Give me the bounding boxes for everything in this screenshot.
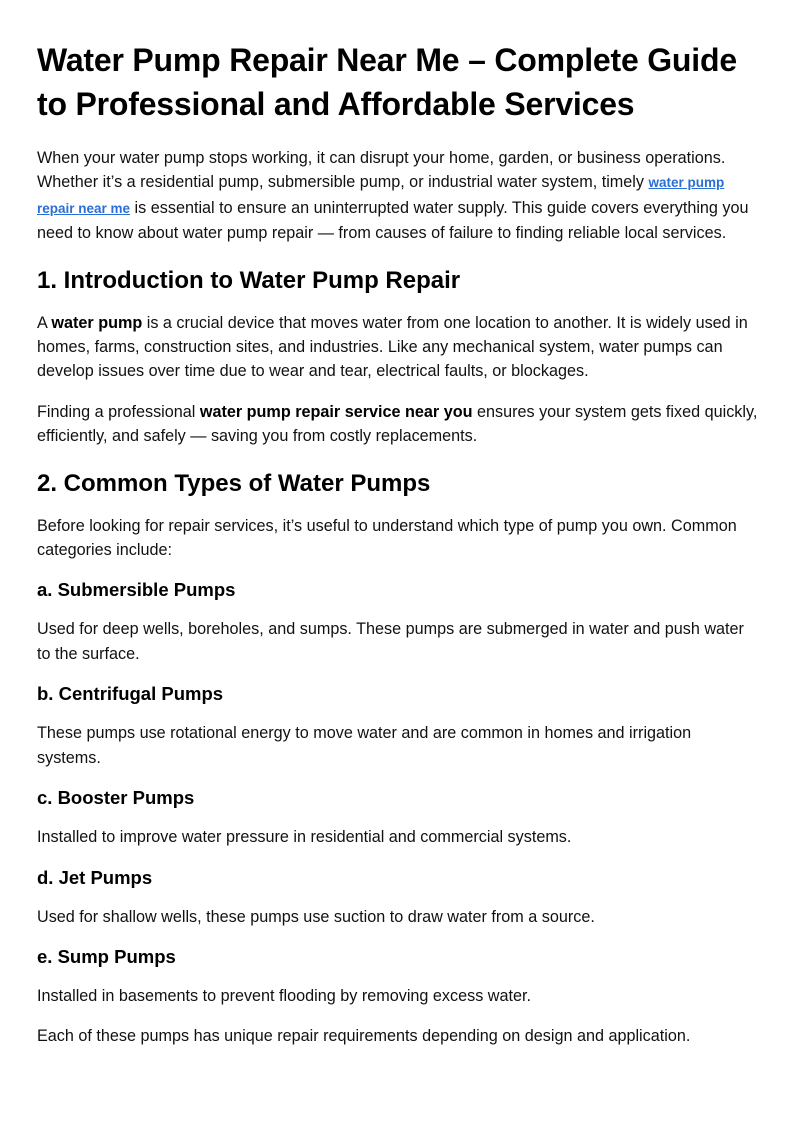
intro-text-after-link: is essential to ensure an uninterrupted water supply. This guide covers everything you need to know about water pump repair — from causes of failure to finding reliable local services.: [37, 198, 749, 243]
section1-heading: 1. Introduction to Water Pump Repair: [37, 266, 461, 294]
section1-p2-bold: water pump repair service near you: [199, 402, 473, 421]
page-title: Water Pump Repair Near Me – Complete Guide to Professional and Affordable Services: [37, 42, 737, 122]
section1-paragraph-2: [37, 400, 759, 449]
intro-paragraph: [37, 146, 759, 246]
pump-type-heading-jet: d. Jet Pumps: [37, 866, 153, 888]
repair-near-me-link[interactable]: water pump repair near me: [37, 175, 725, 216]
pump-type-text-sump: Installed in basements to prevent flooding by removing excess water.: [37, 986, 531, 1005]
pump-type-text-centrifugal: These pumps use rotational energy to move water and are common in homes and irrigation systems.: [37, 724, 692, 767]
pump-type-text-booster: Installed to improve water pressure in residential and commercial systems.: [37, 828, 572, 847]
section1-p1-lead: A: [37, 313, 52, 332]
pump-type-text-jet: Used for shallow wells, these pumps use suction to draw water from a source.: [37, 907, 595, 926]
section1-p2-rest: ensures your system gets fixed quickly, efficiently, and safely — saving you from costly replacements.: [37, 402, 758, 446]
pump-type-text-submersible: Used for deep wells, boreholes, and sumps. These pumps are submerged in water and push water to the surface.: [37, 620, 744, 663]
pump-type-heading-submersible: a. Submersible Pumps: [37, 579, 236, 601]
section1-p2-lead: Finding a professional: [37, 402, 200, 421]
document-page: [37, 38, 759, 1065]
section1-paragraph-1: [37, 311, 759, 384]
section2-closing: Each of these pumps has unique repair requirements depending on design and application.: [37, 1027, 691, 1046]
section1-p1-rest: is a crucial device that moves water from one location to another. It is widely used in homes, farms, construction sites, and industries. Like any mechanical system, water pumps can develop issues over time due to wear and tear, electrical faults, or blockages.: [37, 313, 748, 381]
section2-intro: Before looking for repair services, it’s useful to understand which type of pump you own. Common categories include:: [37, 516, 737, 560]
pump-type-heading-centrifugal: b. Centrifugal Pumps: [37, 683, 224, 705]
pump-type-heading-sump: e. Sump Pumps: [37, 945, 176, 967]
pump-type-heading-booster: c. Booster Pumps: [37, 787, 195, 809]
section1-p1-bold: water pump: [51, 313, 143, 332]
intro-text-before-link: When your water pump stops working, it can disrupt your home, garden, or business operations. Whether it’s a residential pump, submersible pump, or industrial water system, timely: [37, 149, 726, 192]
section2-heading: 2. Common Types of Water Pumps: [37, 469, 431, 497]
